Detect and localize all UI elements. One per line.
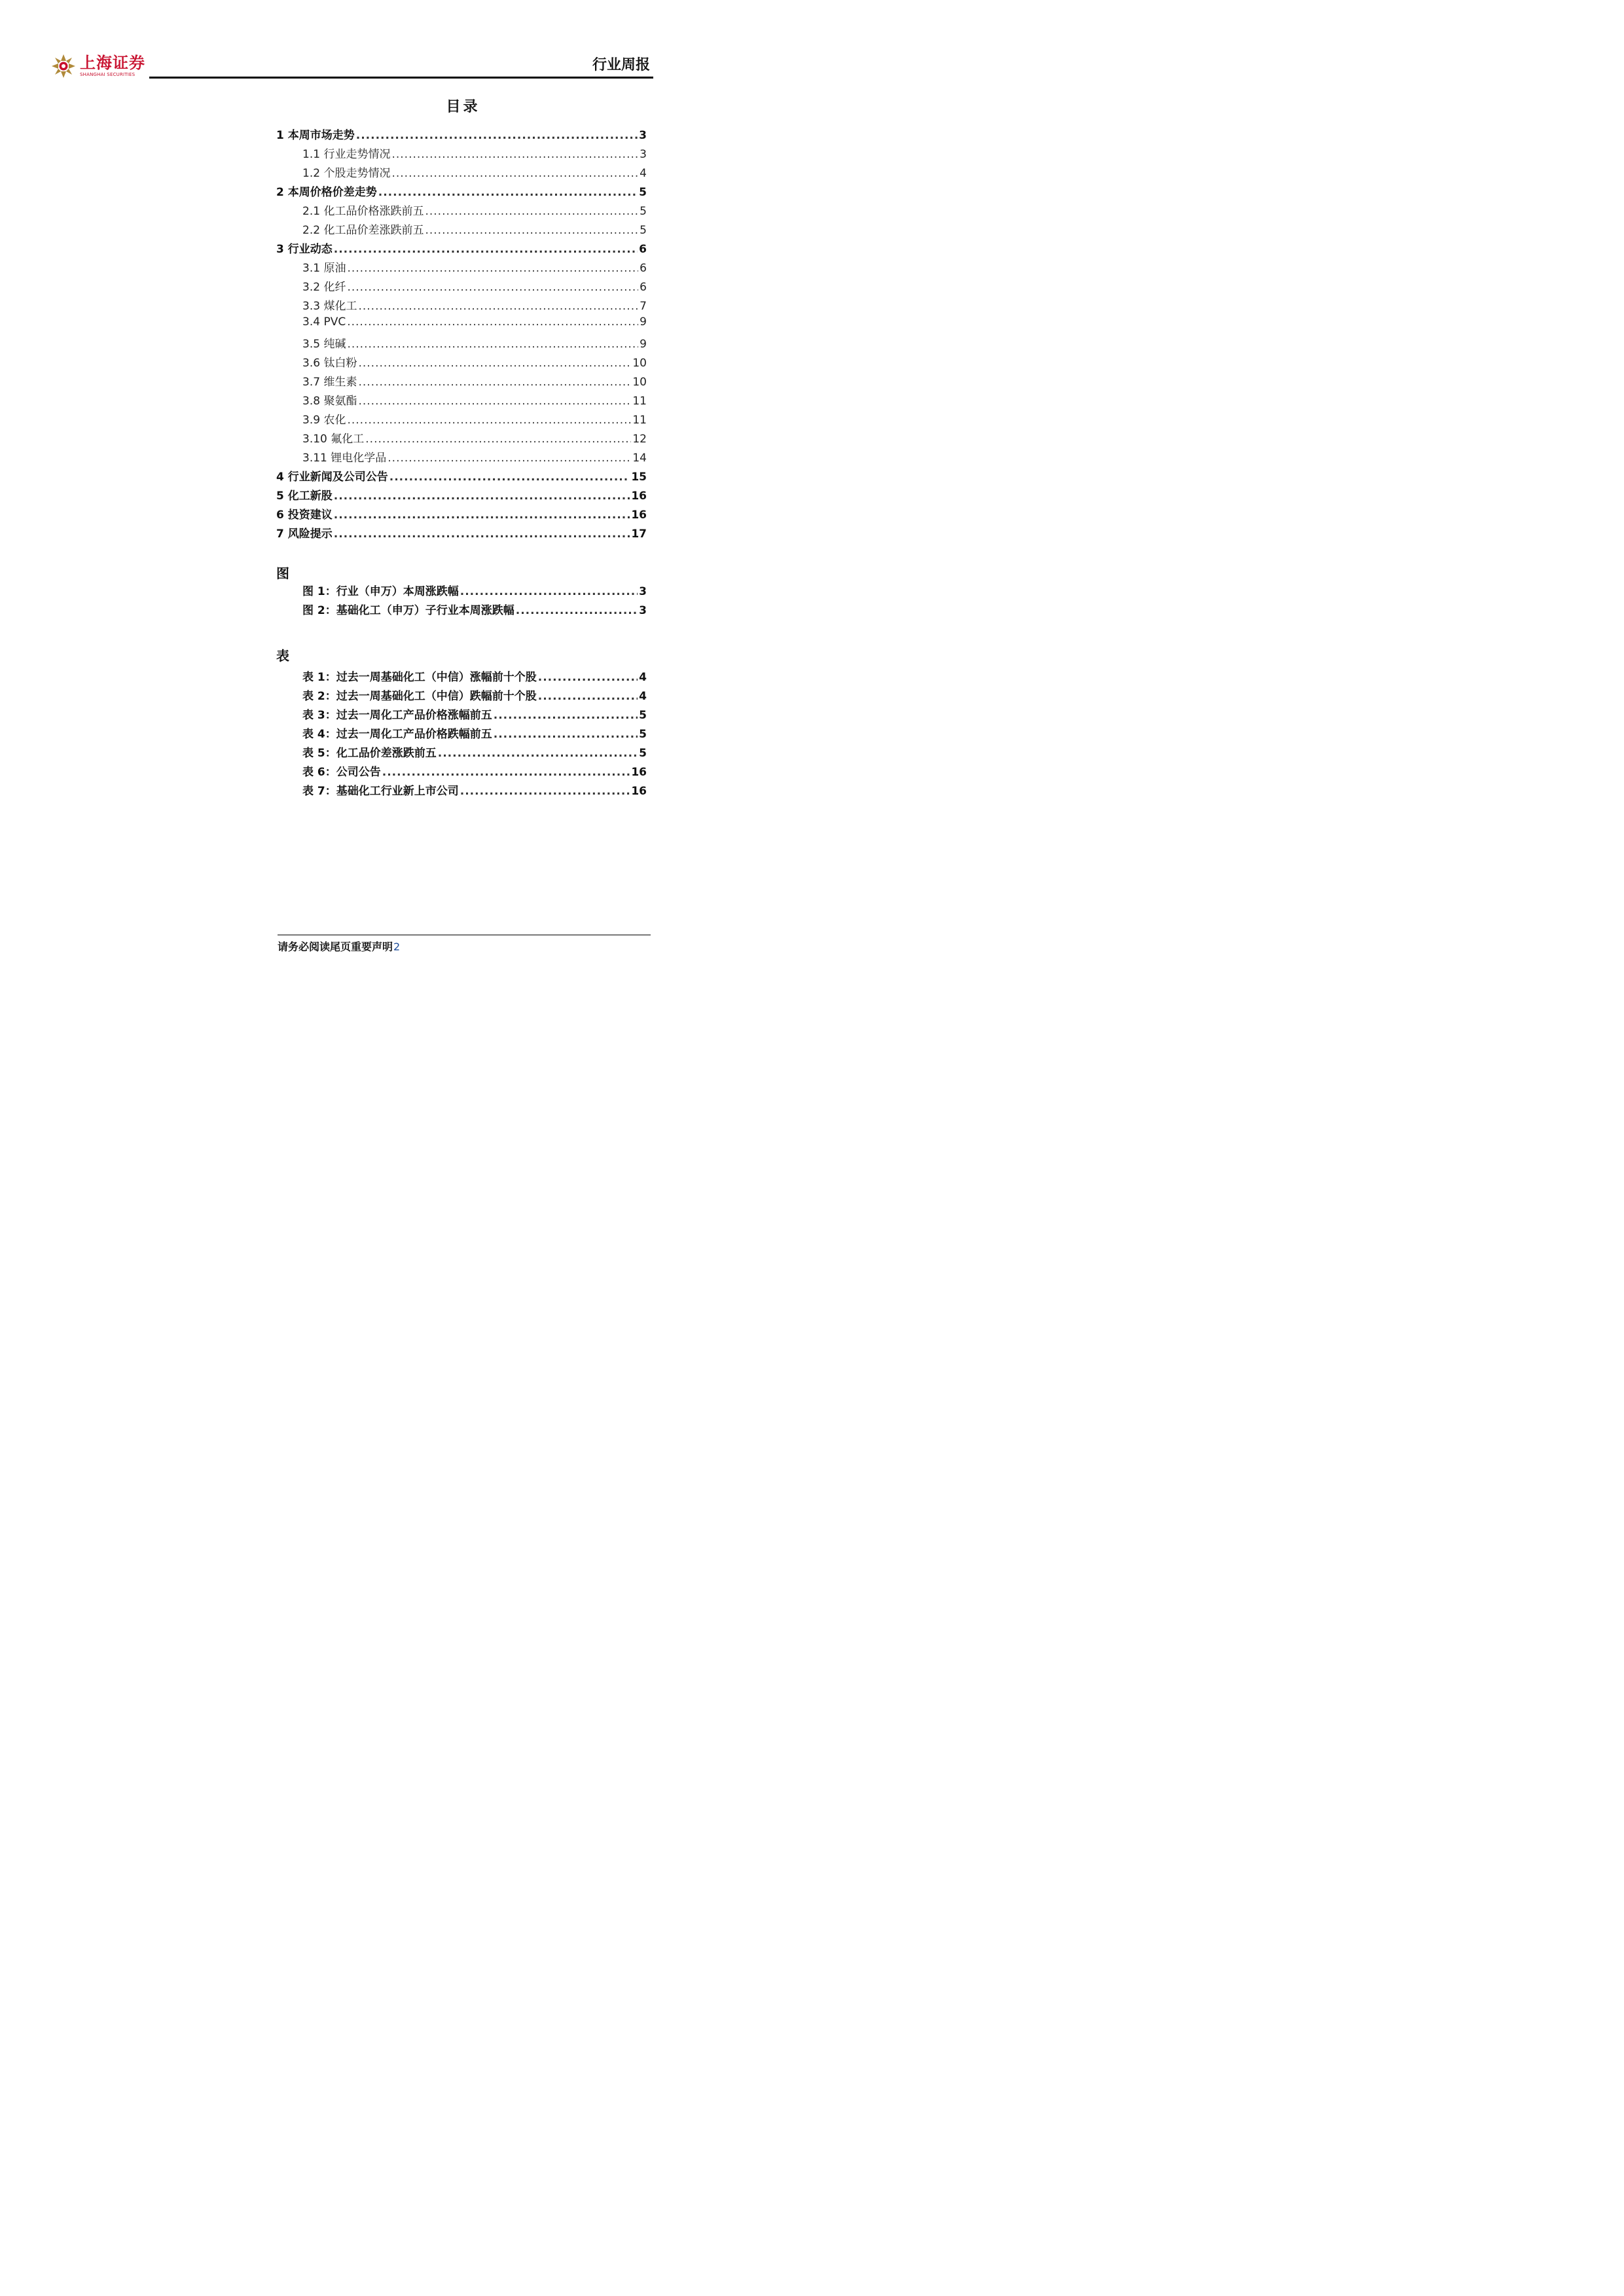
dot-leader [365,433,631,446]
dot-leader [334,490,630,503]
toc-entry[interactable] [276,145,647,164]
table-entry-label: 表 5：化工品价差涨跌前五 [302,747,437,760]
figure-entry-page: 3 [639,604,647,617]
toc-entry[interactable] [276,315,647,334]
toc-entry[interactable] [276,391,647,410]
table-entry-label: 表 2：过去一周基础化工（中信）跌幅前十个股 [302,690,537,703]
toc-entry[interactable] [276,467,647,486]
table-entry-label: 表 4：过去一周化工产品价格跌幅前五 [302,728,492,741]
dot-leader [347,315,638,329]
table-entry-page: 16 [631,766,647,779]
dot-leader [347,338,638,351]
toc-entry[interactable] [276,486,647,505]
figures-heading: 图 [276,565,289,581]
dot-leader [425,224,638,237]
toc-entry-label: 3.2 化纤 [302,281,346,294]
toc-entry-page: 6 [640,281,647,294]
toc-entry-page: 3 [640,148,647,161]
toc-entry[interactable] [276,524,647,543]
dot-leader [347,262,638,275]
toc-entry[interactable] [276,240,647,259]
toc-entry[interactable] [276,505,647,524]
toc-entry-label: 7 风险提示 [276,528,333,541]
dot-leader [389,471,630,484]
report-type-label: 行业周报 [592,57,650,73]
toc-entry-label: 3.7 维生素 [302,376,357,389]
toc-entry-page: 3 [639,129,647,142]
toc-entry-label: 1 本周市场走势 [276,129,355,142]
dot-leader [347,414,631,427]
tables-heading: 表 [276,648,289,664]
toc-entry-page: 16 [631,509,647,522]
dot-leader [438,747,638,760]
page-number: 2 [393,941,401,953]
table-entry-label: 表 1：过去一周基础化工（中信）涨幅前十个股 [302,671,537,684]
toc-entry-label: 3.11 锂电化学品 [302,452,387,465]
table-entry[interactable] [302,687,647,706]
figure-entry[interactable] [302,582,647,601]
toc-entry-label: 3.4 PVC [302,315,346,329]
table-entry[interactable] [302,725,647,744]
table-of-contents [276,126,647,543]
toc-entry-page: 5 [640,224,647,237]
dot-leader [334,528,630,541]
toc-entry[interactable] [276,410,647,429]
toc-entry-page: 6 [640,262,647,275]
logo-emblem-icon [51,54,76,79]
dot-leader [358,395,631,408]
table-entry-page: 4 [639,671,647,684]
document-page [0,0,722,1021]
toc-entry-page: 6 [639,243,647,256]
toc-entry[interactable] [276,259,647,278]
toc-entry[interactable] [276,296,647,315]
table-entry[interactable] [302,781,647,800]
logo-chinese-name: 上海证券 [80,54,145,72]
toc-entry-label: 3.6 钛白粉 [302,357,357,370]
table-entry[interactable] [302,762,647,781]
toc-entry-page: 12 [632,433,647,446]
toc-entry-page: 9 [640,338,647,351]
dot-leader [378,186,638,199]
toc-entry-label: 6 投资建议 [276,509,333,522]
figure-entry-page: 3 [639,585,647,598]
logo-english-name: SHANGHAI SECURITIES [80,72,135,77]
toc-entry[interactable] [276,278,647,296]
figures-list [302,582,647,620]
dot-leader [356,129,638,142]
disclaimer-notice: 请务必阅读尾页重要声明 [278,941,393,953]
toc-entry-label: 2.1 化工品价格涨跌前五 [302,205,424,218]
dot-leader [538,690,638,703]
dot-leader [382,766,630,779]
figure-entry[interactable] [302,601,647,620]
dot-leader [358,376,631,389]
toc-entry-label: 3.5 纯碱 [302,338,346,351]
toc-entry[interactable] [276,221,647,240]
table-entry-page: 5 [639,709,647,722]
dot-leader [334,243,638,256]
toc-entry-label: 3.8 聚氨酯 [302,395,357,408]
table-entry-label: 表 6：公司公告 [302,766,381,779]
toc-entry-label: 3.10 氟化工 [302,433,365,446]
toc-entry-page: 10 [632,376,647,389]
toc-entry[interactable] [276,353,647,372]
toc-entry-label: 3.1 原油 [302,262,346,275]
toc-entry-label: 3 行业动态 [276,243,333,256]
dot-leader [391,148,638,161]
table-entry-label: 表 3：过去一周化工产品价格涨幅前五 [302,709,492,722]
dot-leader [388,452,631,465]
toc-entry-page: 17 [631,528,647,541]
dot-leader [460,585,638,598]
dot-leader [538,671,638,684]
toc-entry-label: 1.1 行业走势情况 [302,148,391,161]
table-entry-page: 16 [631,785,647,798]
dot-leader [425,205,638,218]
company-logo [51,54,145,79]
table-entry[interactable] [302,668,647,687]
table-entry[interactable] [302,706,647,725]
toc-entry[interactable] [276,334,647,353]
toc-entry-page: 14 [632,452,647,465]
figure-entry-label: 图 2：基础化工（申万）子行业本周涨跌幅 [302,604,514,617]
table-entry-page: 5 [639,747,647,760]
dot-leader [516,604,638,617]
toc-entry-page: 5 [639,186,647,199]
dot-leader [358,357,631,370]
toc-entry[interactable] [276,448,647,467]
toc-entry-page: 11 [632,395,647,408]
toc-entry-label: 3.9 农化 [302,414,346,427]
toc-entry[interactable] [276,164,647,183]
toc-entry-page: 4 [640,167,647,180]
toc-entry[interactable] [276,183,647,202]
dot-leader [358,300,638,313]
dot-leader [460,785,630,798]
table-entry-page: 4 [639,690,647,703]
header-divider [149,77,653,79]
toc-entry-label: 1.2 个股走势情况 [302,167,391,180]
toc-entry[interactable] [276,372,647,391]
table-entry-page: 5 [639,728,647,741]
toc-entry-page: 10 [632,357,647,370]
dot-leader [334,509,630,522]
tables-list [302,668,647,800]
footer [278,939,400,954]
dot-leader [494,709,638,722]
toc-entry[interactable] [276,429,647,448]
toc-entry-page: 9 [640,315,647,329]
toc-entry-page: 16 [631,490,647,503]
toc-entry-label: 2 本周价格价差走势 [276,186,377,199]
toc-entry-label: 2.2 化工品价差涨跌前五 [302,224,424,237]
toc-entry-page: 15 [631,471,647,484]
toc-entry-page: 7 [640,300,647,313]
toc-title: 目录 [446,99,480,115]
toc-entry-label: 3.3 煤化工 [302,300,357,313]
toc-entry-page: 11 [632,414,647,427]
dot-leader [391,167,638,180]
table-entry-label: 表 7：基础化工行业新上市公司 [302,785,459,798]
dot-leader [494,728,638,741]
toc-entry[interactable] [276,126,647,145]
toc-entry-label: 5 化工新股 [276,490,333,503]
figure-entry-label: 图 1：行业（申万）本周涨跌幅 [302,585,459,598]
table-entry[interactable] [302,744,647,762]
dot-leader [347,281,638,294]
toc-entry-page: 5 [640,205,647,218]
toc-entry[interactable] [276,202,647,221]
toc-entry-label: 4 行业新闻及公司公告 [276,471,388,484]
